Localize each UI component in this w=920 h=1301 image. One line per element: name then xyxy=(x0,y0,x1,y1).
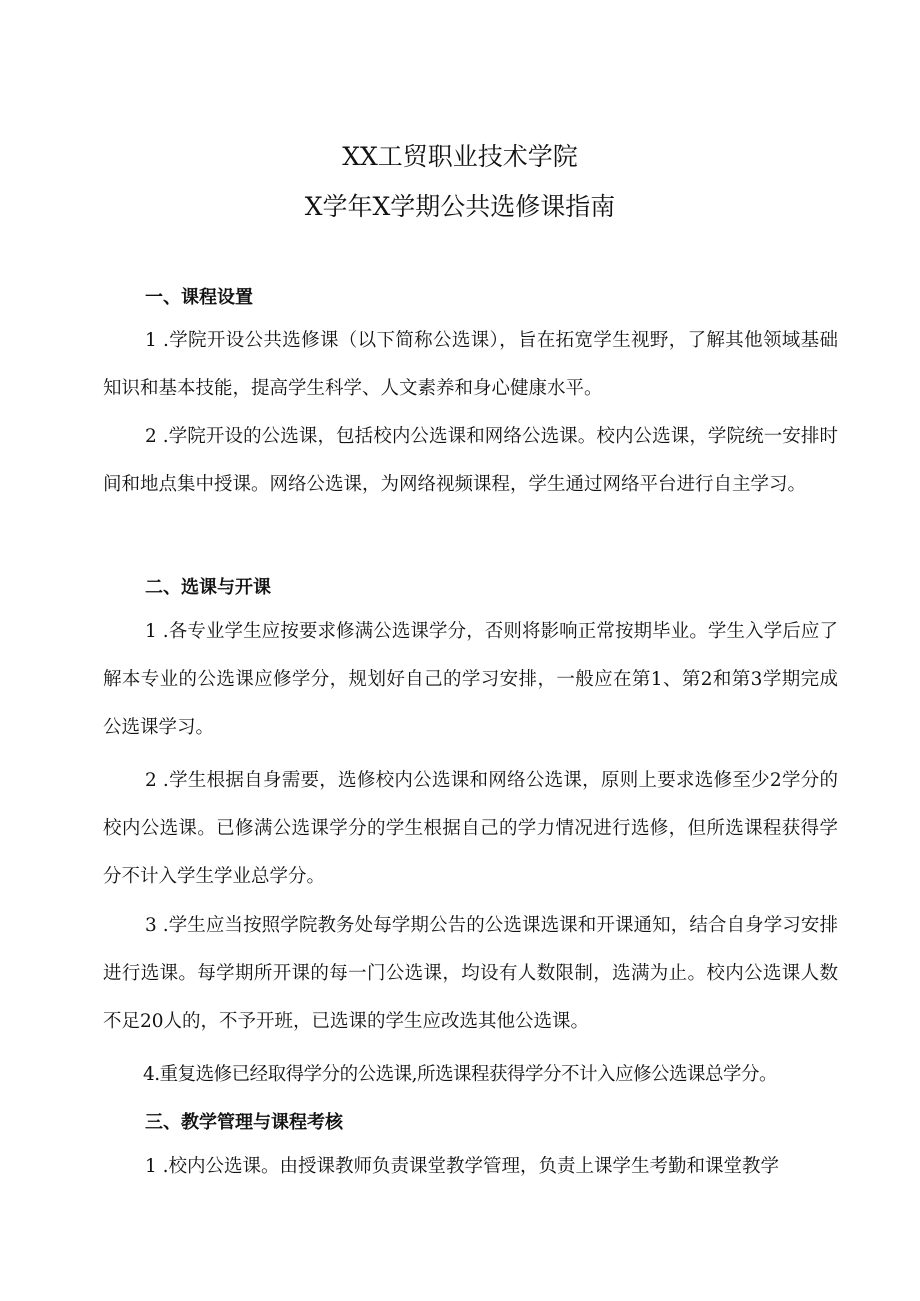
document-title-line1: XX工贸职业技术学院 xyxy=(342,142,578,171)
section2-paragraph-1: 1 .各专业学生应按要求修满公选课学分，否则将影响正常按期毕业。学生入学后应了解本专业的公选课应修学分，规划好自己的学习安排，一般应在第1、第2和第3学期完成公选课学习。 xyxy=(103,621,838,738)
section-heading-3: 三、教学管理与课程考核 xyxy=(145,1112,343,1133)
section3-paragraph-1: 1 .校内公选课。由授课教师负责课堂教学管理，负责上课学生考勤和课堂教学 xyxy=(145,1156,780,1177)
section1-paragraph-1: 1 .学院开设公共选修课（以下简称公选课），旨在拓宽学生视野，了解其他领域基础知识和基本技能，提高学生科学、人文素养和身心健康水平。 xyxy=(103,330,838,399)
section-heading-1: 一、课程设置 xyxy=(145,287,253,308)
section2-paragraph-2: 2 .学生根据自身需要，选修校内公选课和网络公选课，原则上要求选修至少2学分的校内公选课。已修满公选课学分的学生根据自己的学力情况进行选修，但所选课程获得学分不计入学生学业总学分。 xyxy=(103,770,838,887)
section1-paragraph-2: 2 .学院开设的公选课，包括校内公选课和网络公选课。校内公选课，学院统一安排时间和地点集中授课。网络公选课，为网络视频课程，学生通过网络平台进行自主学习。 xyxy=(103,426,838,495)
section2-paragraph-3: 3 .学生应当按照学院教务处每学期公告的公选课选课和开课通知，结合自身学习安排进行选课。每学期所开课的每一门公选课，均设有人数限制，选满为止。校内公选课人数不足20人的，不予开班，已选课的学生应改选其他公选课。 xyxy=(103,915,838,1032)
document-title-line2: X学年X学期公共选修课指南 xyxy=(304,192,616,221)
section2-paragraph-4: 4.重复选修已经取得学分的公选课,所选课程获得学分不计入应修公选课总学分。 xyxy=(143,1064,778,1085)
section-heading-2: 二、选课与开课 xyxy=(145,577,271,598)
